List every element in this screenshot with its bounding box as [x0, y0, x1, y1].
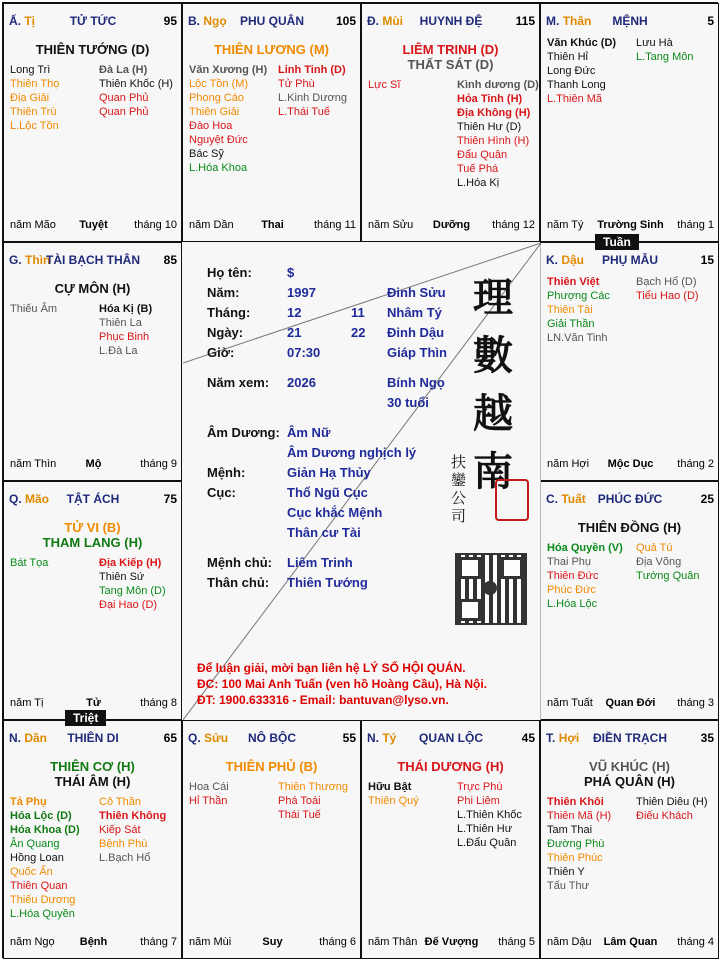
palace-footer	[189, 219, 356, 233]
info-value: 12	[287, 305, 302, 320]
minor-star: Hỏa Tinh (H)	[457, 93, 523, 105]
minor-star: L.Đà La	[99, 345, 138, 357]
minor-star: Trực Phù	[457, 781, 503, 793]
minor-star: L.Đẩu Quân	[457, 837, 517, 849]
minor-star: Thiên Việt	[547, 276, 600, 288]
minor-star: Hóa Kị (B)	[99, 303, 153, 315]
minor-star: Thái Tuế	[278, 809, 321, 821]
minor-star: Kình dương (D)	[457, 79, 539, 91]
minor-star: Hồng Loan	[10, 852, 64, 864]
minor-star: Thiên Quý	[368, 795, 419, 807]
minor-star: Quan Phủ	[99, 92, 149, 104]
palace-footer	[10, 219, 177, 233]
minor-star: Thiếu Dương	[10, 894, 76, 906]
minor-star: Tử Phù	[278, 78, 315, 90]
palace-header	[9, 731, 177, 747]
minor-star: Đẩu Quân	[457, 149, 508, 161]
palace-header	[9, 492, 177, 508]
palace-name: THIÊN DI	[67, 731, 119, 745]
footer-month: tháng 7	[140, 936, 177, 948]
minor-star: Kiếp Sát	[99, 824, 141, 836]
palace-name: PHÚC ĐỨC	[597, 492, 663, 506]
minor-star: Lộc Tồn (M)	[189, 78, 249, 90]
palace-stem: T. Hợi	[546, 731, 580, 745]
palace-ty	[3, 3, 182, 242]
footer-month: tháng 5	[498, 936, 535, 948]
info-label: Ngày:	[207, 325, 244, 340]
minor-star: Thiên Mã (H)	[547, 810, 612, 822]
palace-footer	[368, 219, 535, 233]
info-label: Mệnh:	[207, 465, 246, 480]
palace-stem: N. Dần	[9, 731, 48, 745]
minor-star: Thiên Khốc (H)	[99, 78, 173, 90]
palace-than	[540, 3, 719, 242]
info-value: 1997	[287, 285, 316, 300]
palace-number: 115	[515, 14, 535, 28]
tuan-marker: Tuần	[595, 234, 639, 250]
palace-stem: M. Thân	[546, 14, 592, 28]
minor-star: Địa Võng	[636, 556, 682, 568]
minor-star: Đường Phù	[547, 838, 605, 850]
info-lunar: 11	[351, 305, 365, 320]
footer-year: năm Thìn	[10, 458, 57, 470]
palace-name: ĐIỀN TRẠCH	[593, 731, 667, 745]
main-star: CỰ MÔN (H)	[54, 281, 131, 296]
footer-stage: Đế Vượng	[424, 936, 479, 948]
main-star: THAM LANG (H)	[42, 535, 143, 550]
footer-year: năm Tị	[10, 697, 44, 709]
main-stars	[543, 759, 716, 789]
main-stars	[543, 520, 716, 535]
palace-header	[546, 731, 714, 747]
info-value: Thân cư Tài	[287, 525, 361, 540]
footer-year: năm Ngọ	[10, 936, 55, 948]
info-value: Cục khắc Mệnh	[287, 505, 383, 520]
minor-star: Lực Sĩ	[368, 79, 401, 91]
main-star: THẤT SÁT (D)	[407, 57, 494, 72]
palace-header	[546, 492, 714, 508]
minor-star: L.Hóa Quyền	[10, 908, 75, 920]
info-value: Âm Dương nghịch lý	[287, 445, 417, 460]
palace-name: PHU QUÂN	[239, 14, 304, 28]
contact-line: Để luận giải, mời bạn liên hệ LÝ SỐ HỘI QUÁN.	[197, 661, 466, 675]
footer-year: năm Hợi	[547, 458, 590, 470]
palace-stem: Đ. Mùi	[367, 14, 404, 28]
palace-header	[188, 14, 356, 30]
minor-star: L.Hóa Lộc	[547, 598, 598, 610]
minor-star: Văn Khúc (D)	[547, 37, 617, 49]
main-star: LIÊM TRINH (D)	[402, 42, 499, 57]
info-label: Năm xem:	[207, 375, 270, 390]
minor-star: Thiên Tài	[547, 304, 593, 316]
triet-marker: Triệt	[65, 710, 106, 726]
footer-year: năm Tý	[547, 219, 584, 231]
palace-number: 45	[521, 731, 535, 745]
minor-star: Thanh Long	[547, 79, 606, 91]
minor-star: Thiếu Âm	[10, 303, 58, 315]
seal-small-text: 扶鑾公司	[451, 453, 467, 525]
info-value: Thiên Tướng	[287, 575, 368, 590]
minor-star: Lưu Hà	[636, 37, 673, 49]
minor-star: Tả Phụ	[10, 796, 47, 808]
minor-star: Hóa Lộc (D)	[10, 810, 72, 822]
palace-name: MỆNH	[612, 14, 648, 28]
footer-stage: Dưỡng	[432, 219, 471, 231]
minor-star: Tuế Phá	[457, 163, 499, 175]
minor-star: L.Bạch Hổ	[99, 852, 151, 864]
palace-stem: B. Ngọ	[188, 14, 227, 28]
palace-header	[9, 253, 177, 269]
palace-number: 65	[163, 731, 177, 745]
palace-header	[367, 731, 535, 747]
palace-number: 85	[163, 253, 177, 267]
palace-stem: K. Dậu	[546, 253, 585, 267]
palace-thin	[3, 242, 182, 481]
minor-star: L.Thiên Mã	[547, 93, 603, 105]
palace-header	[546, 253, 714, 269]
minor-star: Tiểu Hao (D)	[636, 290, 699, 302]
minor-star: L.Hóa Kị	[457, 177, 500, 189]
palace-number: 75	[163, 492, 177, 506]
minor-star: Bác Sỹ	[189, 148, 224, 160]
minor-star: Phúc Đức	[547, 584, 596, 596]
palace-stem: Ấ. Tị	[9, 14, 36, 28]
palace-footer	[547, 936, 714, 950]
palace-number: 55	[342, 731, 356, 745]
minor-star: Đà La (H)	[99, 64, 148, 76]
info-value: Thổ Ngũ Cục	[287, 485, 368, 500]
palace-stem: Q. Sửu	[188, 731, 229, 745]
palace-footer	[10, 936, 177, 950]
minor-star: Văn Xương (H)	[189, 64, 268, 76]
info-value: 21	[287, 325, 302, 340]
palace-dan	[3, 720, 182, 959]
minor-star: Giải Thần	[547, 318, 595, 330]
palace-stem: N. Tý	[367, 731, 397, 745]
info-value: $	[287, 265, 295, 280]
palace-footer	[547, 697, 714, 711]
footer-month: tháng 8	[140, 697, 177, 709]
info-label: Âm Dương:	[207, 425, 280, 440]
minor-star: L.Lộc Tồn	[10, 120, 59, 132]
minor-star: Hóa Quyền (V)	[547, 542, 623, 554]
minor-star: Long Trì	[10, 64, 51, 76]
contact-line: ĐT: 1900.633316 - Email: bantuvan@lyso.vn.	[197, 693, 449, 707]
info-label: Cục:	[207, 485, 236, 500]
minor-star: Thiên Hỉ	[547, 51, 588, 63]
minor-star: Hóa Khoa (D)	[10, 824, 80, 836]
minor-star: Bát Tọa	[10, 557, 49, 569]
minor-star: Quả Tú	[636, 542, 673, 554]
footer-stage: Tuyệt	[79, 219, 108, 231]
minor-star: Thiên Thọ	[10, 78, 60, 90]
minor-star: Thiên Diêu (H)	[636, 796, 708, 808]
main-stars	[185, 759, 358, 774]
footer-year: năm Mão	[10, 219, 56, 231]
minor-star: Phượng Các	[547, 290, 610, 302]
footer-month: tháng 9	[140, 458, 177, 470]
main-star: THIÊN CƠ (H)	[50, 759, 135, 774]
minor-star: Quốc Ấn	[10, 866, 53, 878]
info-value: 07:30	[287, 345, 321, 360]
footer-stage: Thai	[261, 219, 284, 231]
contact-line: ĐC: 100 Mai Anh Tuấn (ven hồ Hoàng Cầu), Hà Nội.	[197, 677, 488, 691]
palace-number: 5	[707, 14, 714, 28]
minor-star: Thiên Hình (H)	[457, 135, 530, 147]
palace-name: HUYNH ĐỆ	[419, 14, 483, 28]
palace-suu	[182, 720, 361, 959]
center-info-panel	[183, 243, 541, 720]
minor-star: Thiên Giải	[189, 106, 240, 118]
minor-star: Hoa Cái	[189, 781, 229, 793]
info-value: Giản Hạ Thủy	[287, 465, 371, 480]
main-stars	[6, 759, 179, 789]
info-canchi: Đinh Dậu	[387, 325, 445, 340]
minor-star: Quan Phủ	[99, 106, 149, 118]
palace-ty2	[361, 720, 540, 959]
seal-character: 南	[473, 448, 513, 495]
footer-year: năm Dần	[189, 219, 234, 231]
footer-month: tháng 1	[677, 219, 714, 231]
palace-footer	[189, 936, 356, 950]
info-canchi: Giáp Thìn	[387, 345, 447, 360]
palace-header	[367, 14, 535, 30]
minor-star: Tấu Thư	[547, 880, 590, 892]
minor-star: Thiên Quan	[10, 880, 68, 892]
palace-mao	[3, 481, 182, 720]
info-label: Họ tên:	[207, 265, 252, 280]
minor-star: Địa Kiếp (H)	[99, 557, 162, 569]
minor-star: Đào Hoa	[189, 120, 233, 132]
info-label: Năm:	[207, 285, 240, 300]
minor-star: Bạch Hổ (D)	[636, 276, 697, 288]
palace-number: 95	[163, 14, 177, 28]
qr-code	[455, 553, 527, 625]
minor-star: Thiên Thương	[278, 781, 349, 793]
main-stars	[364, 759, 537, 774]
main-star: THIÊN PHỦ (B)	[225, 759, 318, 774]
palace-hoi	[540, 720, 719, 959]
info-label: Giờ:	[207, 345, 235, 360]
main-star: THÁI DƯƠNG (H)	[397, 759, 504, 774]
footer-stage: Bệnh	[79, 936, 108, 948]
minor-star: Tang Môn (D)	[99, 585, 166, 597]
footer-month: tháng 11	[313, 219, 356, 231]
minor-star: Cô Thần	[99, 796, 141, 808]
minor-star: Bệnh Phù	[99, 838, 148, 850]
minor-star: Ân Quang	[10, 838, 60, 850]
minor-star: Địa Giải	[10, 92, 50, 104]
palace-header	[188, 731, 356, 747]
palace-header	[9, 14, 177, 30]
horoscope-board	[2, 2, 718, 958]
palace-name: NÔ BỘC	[248, 731, 296, 745]
palace-ngo	[182, 3, 361, 242]
palace-tuat	[540, 481, 719, 720]
minor-star: Thiên Phúc	[547, 852, 603, 864]
minor-star: Phục Binh	[99, 331, 150, 343]
footer-month: tháng 10	[134, 219, 177, 231]
minor-star: Nguyệt Đức	[189, 134, 248, 146]
minor-star: Thiên La	[99, 317, 142, 329]
footer-month: tháng 3	[677, 697, 714, 709]
main-star: THÁI ÂM (H)	[54, 774, 131, 789]
minor-star: Linh Tinh (D)	[278, 64, 346, 76]
footer-year: năm Tuất	[547, 697, 593, 709]
palace-name: QUAN LỘC	[419, 731, 483, 745]
info-canchi: Nhâm Tý	[387, 305, 442, 320]
minor-star: Thiên Hư (D)	[457, 121, 522, 133]
seal-character: 越	[473, 390, 513, 437]
info-value: Liêm Trinh	[287, 555, 353, 570]
footer-stage: Lâm Quan	[603, 936, 658, 948]
palace-footer	[368, 936, 535, 950]
palace-stem: Q. Mão	[9, 492, 50, 506]
palace-footer	[547, 458, 714, 472]
palace-footer	[10, 458, 177, 472]
minor-star: Tướng Quân	[636, 570, 700, 582]
minor-star: Thiên Khôi	[547, 796, 604, 808]
main-stars	[6, 520, 179, 550]
info-label: Tháng:	[207, 305, 251, 320]
minor-star: Phá Toái	[278, 795, 321, 807]
minor-star: Tam Thai	[547, 824, 593, 836]
palace-stem: C. Tuất	[546, 492, 586, 506]
main-stars	[6, 42, 179, 57]
info-canchi: Đinh Sửu	[387, 285, 446, 300]
palace-footer	[10, 697, 177, 711]
info-label: Mệnh chủ:	[207, 555, 272, 570]
minor-star: Phi Liêm	[457, 795, 500, 807]
footer-month: tháng 12	[492, 219, 535, 231]
minor-star: Địa Không (H)	[457, 107, 531, 119]
main-star: THIÊN LƯƠNG (M)	[213, 42, 330, 57]
minor-star: Thiên Y	[547, 866, 585, 878]
main-star: PHÁ QUÂN (H)	[584, 774, 675, 789]
main-star: VŨ KHÚC (H)	[589, 759, 670, 774]
info-lunar: 22	[351, 325, 366, 340]
minor-star: L.Kinh Dương	[278, 92, 348, 104]
palace-number: 105	[335, 14, 356, 28]
main-star: THIÊN TƯỚNG (D)	[35, 42, 150, 57]
minor-star: Thiên Sứ	[99, 571, 145, 583]
minor-star: L.Thiên Khốc	[457, 809, 522, 821]
minor-star: Hỉ Thần	[189, 795, 228, 807]
palace-name: TÀI BẠCH THÂN	[46, 253, 140, 267]
palace-name: TỬ TỨC	[69, 14, 117, 28]
footer-stage: Mộ	[85, 458, 102, 470]
minor-star: L.Thái Tuế	[278, 106, 330, 118]
footer-stage: Suy	[262, 936, 283, 948]
footer-year: năm Mùi	[189, 936, 232, 948]
red-stamp-icon	[495, 479, 529, 521]
info-value: Âm Nữ	[287, 425, 331, 440]
palace-footer	[547, 219, 714, 233]
minor-star: Đại Hao (D)	[99, 599, 158, 611]
footer-stage: Tử	[86, 697, 101, 709]
minor-star: Thiên Trù	[10, 106, 57, 118]
minor-star: L.Hóa Khoa	[189, 162, 248, 174]
palace-name: TẬT ÁCH	[66, 492, 120, 506]
footer-month: tháng 2	[677, 458, 714, 470]
main-stars	[6, 281, 179, 296]
footer-year: năm Sửu	[368, 219, 414, 231]
footer-stage: Trường Sinh	[597, 219, 664, 231]
info-canchi: 30 tuổi	[387, 395, 429, 410]
seal-character: 數	[473, 332, 513, 379]
info-canchi: Bính Ngọ	[387, 375, 445, 390]
palace-number: 35	[700, 731, 714, 745]
minor-star: L.Tang Môn	[636, 51, 694, 63]
info-label: Thân chủ:	[207, 575, 270, 590]
minor-star: LN.Văn Tinh	[547, 332, 608, 344]
palace-header	[546, 14, 714, 30]
minor-star: Thiên Đức	[547, 570, 599, 582]
main-stars	[185, 42, 358, 57]
minor-star: L.Thiên Hư	[457, 823, 513, 835]
minor-star: Hữu Bật	[368, 781, 412, 793]
main-star: THIÊN ĐỒNG (H)	[577, 520, 682, 535]
main-star: TỬ VI (B)	[64, 520, 121, 535]
footer-year: năm Dậu	[547, 936, 592, 948]
seal-character: 理	[473, 274, 513, 321]
main-stars	[364, 42, 537, 72]
footer-stage: Mộc Dục	[607, 458, 654, 470]
palace-dau	[540, 242, 719, 481]
minor-star: Điếu Khách	[636, 810, 693, 822]
footer-stage: Quan Đới	[605, 697, 656, 709]
palace-number: 25	[700, 492, 714, 506]
footer-year: năm Thân	[368, 936, 418, 948]
minor-star: Thai Phụ	[547, 556, 592, 568]
palace-number: 15	[700, 253, 714, 267]
palace-stem: G. Thìn	[9, 253, 51, 267]
footer-month: tháng 4	[677, 936, 714, 948]
minor-star: Phong Cáo	[189, 92, 245, 104]
footer-month: tháng 6	[319, 936, 356, 948]
minor-star: Thiên Không	[99, 810, 167, 822]
palace-mui	[361, 3, 540, 242]
info-value: 2026	[287, 375, 316, 390]
minor-star: Long Đức	[547, 65, 596, 77]
palace-name: PHỤ MẪU	[602, 253, 658, 267]
